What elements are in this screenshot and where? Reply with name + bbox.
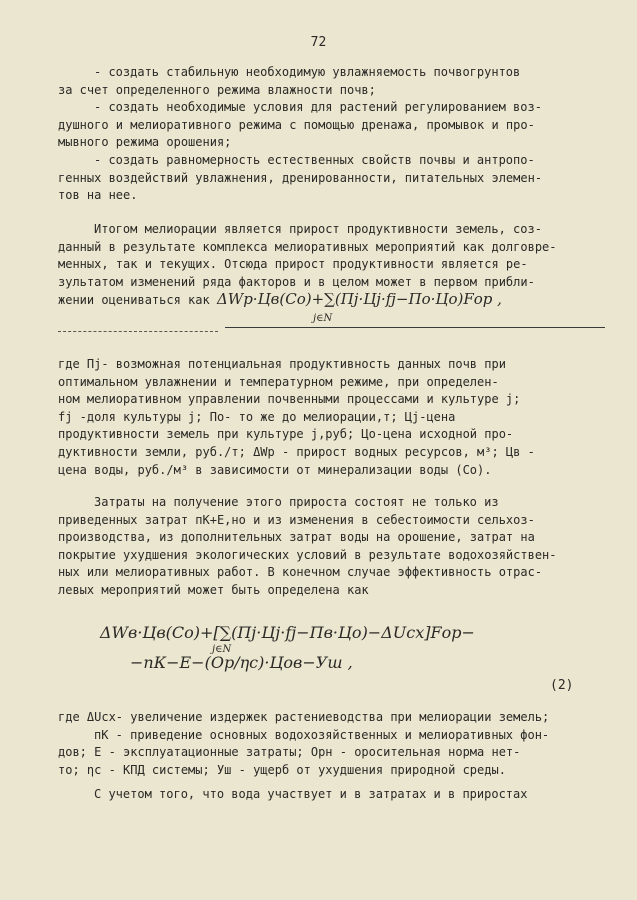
text-line: С учетом того, что вода участвует и в затратах и в приростах [94,787,528,801]
text-line: за счет определенного режима влажности почв; [58,82,376,97]
page-number: 72 [310,35,327,50]
formula-productivity: ΔWр·Цв(Cо)+∑(Пj·Цj·fj−Пo·Цo)Fор , [216,290,502,309]
text-line: цена воды, руб./м³ в зависимости от минерализации воды (Со). [58,462,492,477]
text-line: дов; Е - эксплуатационные затраты; Орн - оросительная норма нет- [58,745,521,760]
text-line: оптимальном увлажнении и температурном режиме, при определен- [58,374,499,389]
paragraph-final [58,786,598,804]
text-line: где ΔUсх- увеличение издержек растениеводства при мелиорации земель; [58,710,550,724]
text-line: Затраты на получение этого прироста состоят не только из [94,495,499,509]
text-line: - создать необходимые условия для растений регулированием воз- [94,100,542,115]
text-line: ном мелиоративном управлении почвенными процессами и культуре j; [58,392,521,407]
formula-subscript: j∈N [212,644,232,655]
paragraph-result [58,221,598,310]
equation-number: (2) [550,678,574,693]
text-line: производства, из дополнительных затрат воды на орошение, затрат на [58,530,535,545]
text-line: приведенных затрат пК+Е,но и из изменения в себестоимости сельхоз- [58,512,535,527]
formula-line: −пК−Е−(Ор/ηс)·Цов−Уш , [130,653,353,672]
text-line: - создать равномерность естественных свойств почвы и антропо- [94,152,535,167]
formula-efficiency [100,618,580,678]
text-line: Итогом мелиорации является прирост продуктивности земель, соз- [94,222,542,236]
divider-line [225,327,605,328]
text-line: ных или мелиоративных работ. В конечном случае эффективность отрас- [58,565,543,580]
text-line: тов на нее. [58,188,138,203]
text-line: то; ηс - КПД системы; Уш - ущерб от ухудшения природной среды. [58,762,506,777]
text-line [58,291,598,310]
paragraph-costs [58,494,598,600]
formula-line: ΔWв·Цв(Cо)+[∑(Пj·Цj·fj−Пв·Цо)−ΔUсх]Fор− [100,623,475,642]
text-line: дуктивности земли, руб./т; ΔWр - прирост водных ресурсов, м³; Цв - [58,444,535,459]
text-line: душного и мелиоративного режима с помощью дренажа, промывок и про- [58,117,535,132]
goals-list [58,64,598,205]
divider-line-dashed [58,331,218,332]
text-line: зультатом изменений ряда факторов и в целом может в первом прибли- [58,274,535,289]
definitions-block-2 [58,709,598,779]
text-line: пК - приведение основных водохозяйственных и мелиоративных фон- [94,727,550,742]
text-fragment: жении оцениваться как [58,293,210,308]
formula-subscript: j∈N [313,313,333,324]
text-line: fj -доля культуры j; По- то же до мелиорации,т; Цj-цена [58,409,456,424]
text-line: левых мероприятий может быть определена как [58,582,369,597]
text-line: мывного режима орошения; [58,135,232,150]
text-line: данный в результате комплекса мелиоративных мероприятий как долговре- [58,239,557,254]
text-line: покрытие ухудшения экологических условий в результате водохозяйствен- [58,547,557,562]
text-line: - создать стабильную необходимую увлажняемость почвогрунтов [94,65,521,79]
text-line: генных воздействий увлажнения, дренированности, питательных элемен- [58,170,543,185]
text-line: где Пj- возможная потенциальная продуктивность данных почв при [58,357,506,371]
text-line: менных, так и текущих. Отсюда прирост продуктивности является ре- [58,257,528,272]
definitions-block [58,356,598,479]
text-line: продуктивности земель при культуре j,руб; Цо-цена исходной про- [58,427,514,442]
